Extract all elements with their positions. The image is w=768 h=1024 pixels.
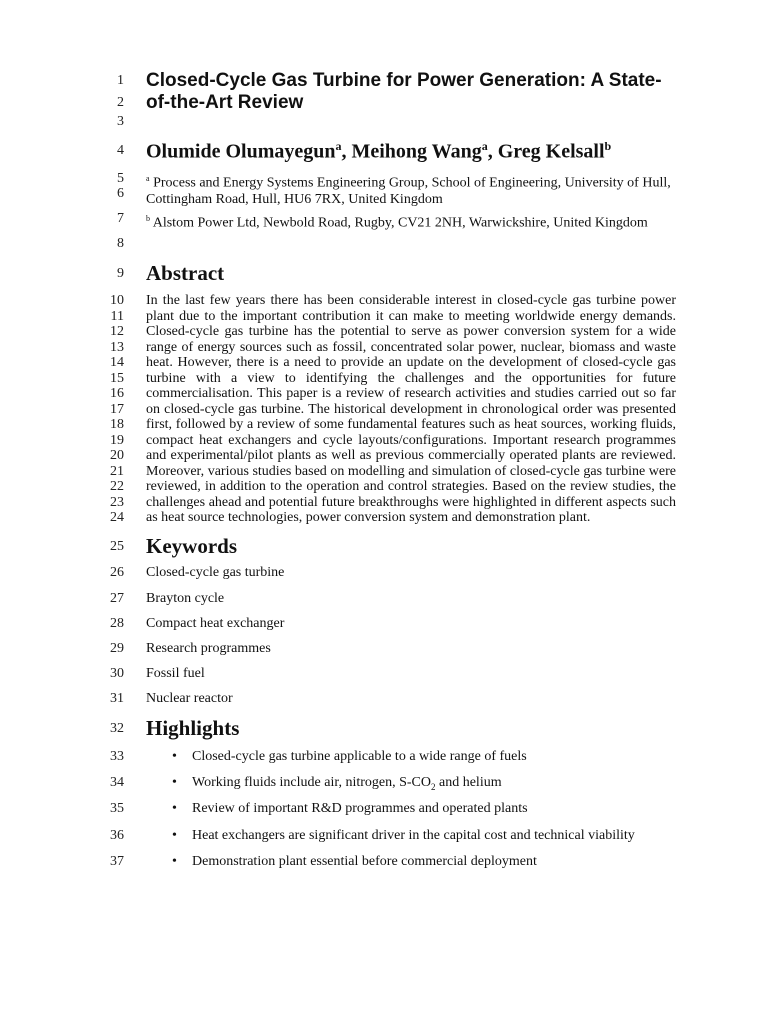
line-number: 27 bbox=[110, 591, 124, 606]
author-name: Meihong Wang bbox=[351, 140, 482, 163]
keyword-item: Nuclear reactor bbox=[146, 691, 233, 706]
line-number: 3 bbox=[117, 114, 124, 129]
line-number: 20 bbox=[110, 448, 124, 463]
line-number: 1 bbox=[117, 73, 124, 88]
keyword-item: Brayton cycle bbox=[146, 591, 225, 606]
affiliation-a bbox=[146, 171, 676, 208]
highlight-item-tail: and helium bbox=[435, 775, 502, 790]
highlight-item: Closed-cycle gas turbine applicable to a wide range of fuels bbox=[192, 749, 527, 764]
affiliation-text: Cottingham Road, Hull, HU6 7RX, United Kingdom bbox=[146, 191, 443, 207]
line-number: 23 bbox=[110, 494, 124, 510]
bullet-icon: • bbox=[172, 749, 177, 764]
line-number: 17 bbox=[110, 401, 124, 417]
line-number: 30 bbox=[110, 666, 124, 681]
line-number: 15 bbox=[110, 370, 124, 386]
highlight-item: Review of important R&D programmes and operated plants bbox=[192, 801, 528, 816]
title-line-1: Closed-Cycle Gas Turbine for Power Generation: A State- bbox=[146, 70, 662, 91]
bullet-icon: • bbox=[172, 854, 177, 869]
line-number: 29 bbox=[110, 641, 124, 656]
highlight-item bbox=[192, 775, 502, 792]
affiliation-mark: a bbox=[146, 174, 150, 183]
line-number: 5 bbox=[117, 171, 124, 186]
author-name: Greg Kelsall bbox=[497, 140, 605, 163]
paper-title bbox=[146, 70, 676, 114]
line-number: 21 bbox=[110, 463, 124, 479]
line-number: 9 bbox=[117, 266, 124, 281]
abstract-text: In the last few years there has been considerable interest in closed-cycle gas turbine power plant due to the important contribution it can make to meeting worldwide energy demands. Closed-cycle gas turbine has the potential to serve as power conversion system for a wide range of energy sources such as fossil, concentrated solar power, nuclear, biomass and waste heat. However, there is a need to provide an update on the development of closed-cycle gas turbine with a view to identifying the challenges and the opportunities for future commercialisation. This paper is a review of research activities and studies carried out so far on closed-cycle gas turbine. The historical development in chronological order was presented first, followed by a review of some fundamental features such as heat sources, working fluids, compact heat exchangers and cycle layouts/configurations. Important research programmes and experimental/pilot plants as well as previous commercially operated plants are reviewed. Moreover, various studies based on modelling and simulation of closed-cycle gas turbine were reviewed, in addition to the operation and control strategies. Based on the review studies, the challenges ahead and potential future breakthroughs were highlighted in different aspects such as heat source technologies, power conversion system and demonstration plant. bbox=[146, 293, 676, 525]
line-number: 35 bbox=[110, 801, 124, 816]
line-number: 4 bbox=[117, 143, 124, 158]
line-number: 6 bbox=[117, 186, 124, 201]
author-name: Olumide Olumayegun bbox=[146, 140, 336, 163]
line-number: 37 bbox=[110, 854, 124, 869]
line-number: 25 bbox=[110, 539, 124, 554]
line-number: 10 bbox=[110, 293, 124, 308]
line-number: 11 bbox=[110, 308, 124, 324]
line-number: 7 bbox=[117, 211, 124, 226]
line-number: 16 bbox=[110, 386, 124, 401]
affiliation-text: Process and Energy Systems Engineering Group, School of Engineering, University of Hull, bbox=[153, 175, 671, 191]
line-number: 24 bbox=[110, 510, 124, 525]
line-number: 22 bbox=[110, 479, 124, 494]
keywords-heading: Keywords bbox=[146, 534, 237, 558]
line-number: 8 bbox=[117, 236, 124, 251]
highlights-heading: Highlights bbox=[146, 716, 240, 740]
highlight-item: Heat exchangers are significant driver in the capital cost and technical viability bbox=[192, 828, 635, 843]
author-affiliation-mark: a bbox=[335, 139, 342, 153]
line-number: 36 bbox=[110, 828, 124, 843]
line-number: 33 bbox=[110, 749, 124, 764]
subscript: 2 bbox=[431, 781, 436, 792]
line-number: 14 bbox=[110, 355, 124, 370]
author-list: Olumide Olumayegun$^a$, Meihong Wang$^a$, Greg Kelsall$^b$ bbox=[146, 139, 612, 163]
bullet-icon: • bbox=[172, 801, 177, 816]
highlight-item-text: Working fluids include air, nitrogen, S-CO bbox=[192, 775, 431, 790]
line-number: 34 bbox=[110, 775, 124, 790]
keyword-item: Research programmes bbox=[146, 641, 271, 656]
line-number: 18 bbox=[110, 417, 124, 432]
bullet-icon: • bbox=[172, 775, 177, 790]
line-number: 31 bbox=[110, 691, 124, 706]
keyword-item: Compact heat exchanger bbox=[146, 616, 285, 631]
bullet-icon: • bbox=[172, 828, 177, 843]
highlight-item: Demonstration plant essential before commercial deployment bbox=[192, 854, 537, 869]
line-number: 12 bbox=[110, 324, 124, 339]
abstract-heading: Abstract bbox=[146, 261, 225, 285]
keyword-item: Fossil fuel bbox=[146, 666, 205, 681]
title-line-2: of-the-Art Review bbox=[146, 92, 304, 113]
line-number: 2 bbox=[117, 95, 124, 110]
affiliation-mark: b bbox=[146, 214, 150, 223]
line-number: 26 bbox=[110, 565, 124, 580]
line-number: 13 bbox=[110, 339, 124, 355]
line-number: 28 bbox=[110, 616, 124, 631]
affiliation-text: Alstom Power Ltd, Newbold Road, Rugby, CV21 2NH, Warwickshire, United Kingdom bbox=[152, 215, 648, 231]
author-affiliation-mark: a bbox=[481, 139, 488, 153]
author-affiliation-mark: b bbox=[604, 139, 612, 153]
line-number: 32 bbox=[110, 721, 124, 736]
line-number: 19 bbox=[110, 432, 124, 448]
affiliation-b bbox=[146, 211, 676, 232]
keyword-item: Closed-cycle gas turbine bbox=[146, 565, 285, 580]
